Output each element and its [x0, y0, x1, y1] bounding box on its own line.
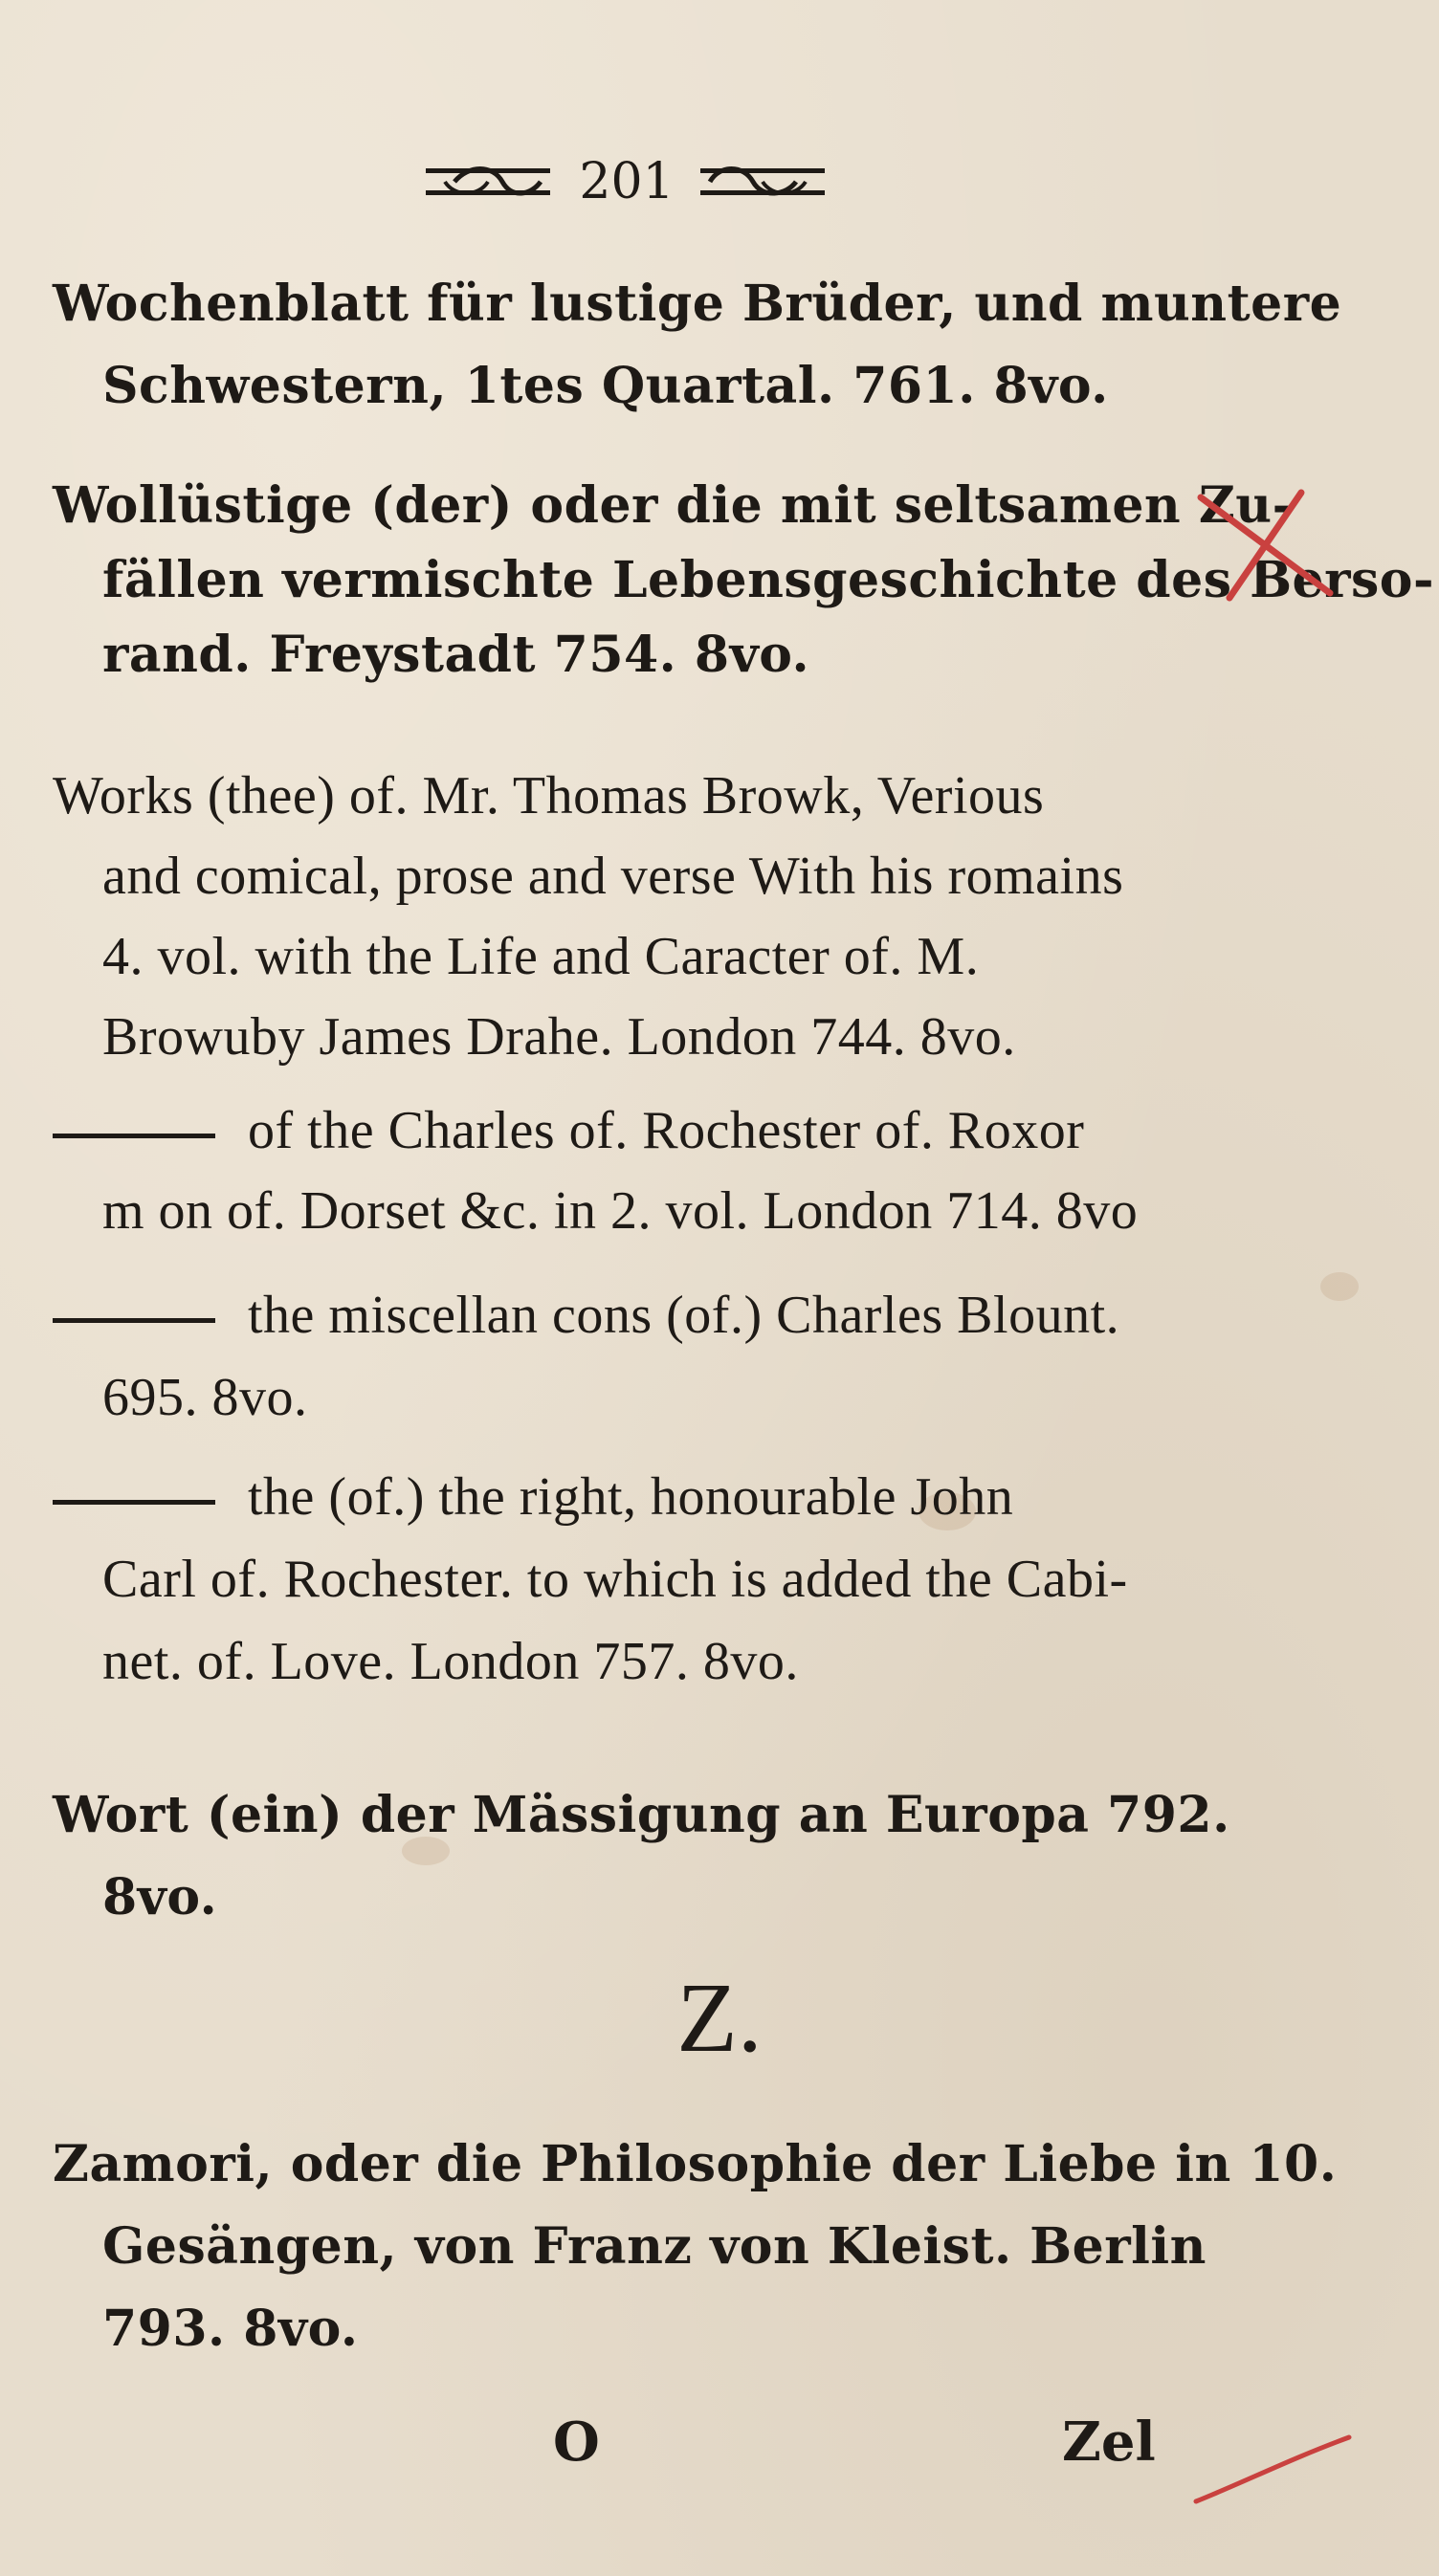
entry-line: Gesängen, von Franz von Kleist. Berlin [102, 2217, 1207, 2276]
red-x-mark-icon [1186, 478, 1349, 612]
entry-line: net. of. Love. London 757. 8vo. [102, 1632, 799, 1691]
catalog-entry [53, 1456, 1162, 1703]
ditto-dash [53, 1134, 215, 1138]
entry-line: Works (thee) of. Mr. Thomas Browk, Verious [53, 766, 1045, 826]
entry-line: Wort (ein) der Mässigung an Europa 792. [53, 1786, 1230, 1844]
entry-line: 8vo. [102, 1868, 218, 1926]
entry-line: the miscellan cons (of.) Charles Blount. [248, 1286, 1120, 1345]
section-letter: Z. [676, 1963, 763, 2073]
entry-line: Browuby James Drahe. London 744. 8vo. [102, 1007, 1016, 1067]
entry-line: Schwestern, 1tes Quartal. 761. 8vo. [102, 357, 1109, 415]
catalog-entry [53, 1274, 1162, 1439]
ditto-dash [53, 1500, 215, 1505]
entry-line: 4. vol. with the Life and Caracter of. M. [102, 927, 980, 986]
ornament-left-icon [426, 161, 550, 203]
page-number: 201 [579, 153, 675, 210]
catalog-entry [53, 469, 1435, 693]
entry-line: Wochenblatt für lustige Brüder, und muntere [53, 275, 1342, 333]
catalog-entry [53, 1774, 1230, 1939]
entry-line: Zamori, oder die Philosophie der Liebe in 10. [53, 2135, 1338, 2193]
entry-line: the (of.) the right, honourable John [248, 1467, 1014, 1527]
paper-stain [1320, 1272, 1359, 1301]
entry-line: and comical, prose and verse With his romains [102, 847, 1124, 906]
catalog-entry [53, 2124, 1338, 2370]
entry-line: Wollüstige (der) oder die mit seltsamen Zu- [53, 476, 1294, 535]
ditto-dash [53, 1318, 215, 1323]
entry-line: 793. 8vo. [102, 2300, 359, 2358]
page-header [0, 143, 1439, 220]
catchword: Zel [1062, 2411, 1156, 2474]
red-pencil-stroke-icon [1186, 2430, 1359, 2516]
catalog-entry [53, 756, 1162, 1077]
entry-line: m on of. Dorset &c. in 2. vol. London 714. 8vo [102, 1181, 1139, 1241]
ornament-right-icon [700, 161, 825, 203]
entry-line: of the Charles of. Rochester of. Roxor [248, 1101, 1085, 1160]
signature-mark: O [553, 2411, 600, 2474]
entry-line: Carl of. Rochester. to which is added the Cabi- [102, 1550, 1128, 1609]
entry-line: 695. 8vo. [102, 1368, 308, 1427]
entry-line: fällen vermischte Lebensgeschichte des Berso- [102, 551, 1435, 609]
entry-line: rand. Freystadt 754. 8vo. [102, 626, 810, 684]
catalog-entry [53, 263, 1342, 428]
catalog-entry [53, 1090, 1162, 1251]
